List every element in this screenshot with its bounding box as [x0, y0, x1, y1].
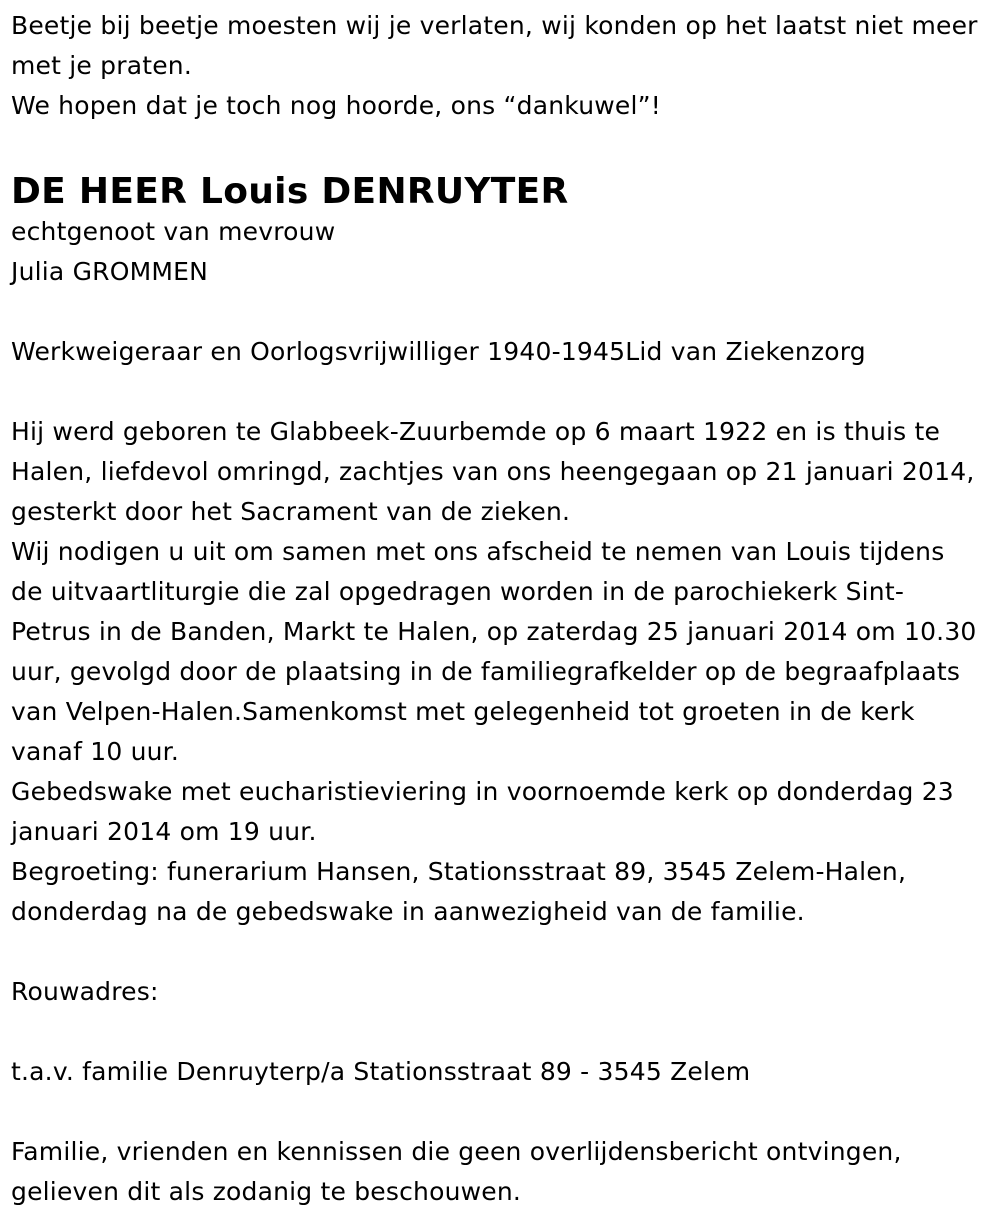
- spacer: [11, 932, 980, 972]
- spacer: [11, 126, 980, 166]
- intro-line-2: We hopen dat je toch nog hoorde, ons “dankuwel”!: [11, 91, 661, 120]
- spouse-line-1: echtgenoot van mevrouw: [11, 217, 336, 246]
- spacer: [11, 1092, 980, 1132]
- body-paragraph-greeting: Begroeting: funerarium Hansen, Stationsstraat 89, 3545 Zelem-Halen, donderdag na de gebedswake in aanwezigheid van de familie.: [11, 857, 907, 926]
- body-paragraph-funeral: Wij nodigen u uit om samen met ons afscheid te nemen van Louis tijdens de uitvaartliturgie die zal opgedragen worden in de parochiekerk Sint-Petrus in de Banden, Markt te Halen, op zaterdag 25 januari 2014 om 10.30 uur, gevolgd door de plaatsing in de familiegrafkelder op de begraafplaats van Velpen-Halen.Samenkomst met gelegenheid tot groeten in de kerk vanaf 10 uur.: [11, 537, 977, 766]
- intro-line-1: Beetje bij beetje moesten wij je verlaten, wij konden op het laatst niet meer met je praten.: [11, 11, 978, 80]
- body-paragraph-vigil: Gebedswake met eucharistieviering in voornoemde kerk op donderdag 23 januari 2014 om 19 uur.: [11, 777, 954, 846]
- spacer: [11, 372, 980, 412]
- description: Werkweigeraar en Oorlogsvrijwilliger 1940-1945Lid van Ziekenzorg: [11, 337, 866, 366]
- deceased-name: DE HEER Louis DENRUYTER: [11, 171, 569, 212]
- body-paragraph-birth-death: Hij werd geboren te Glabbeek-Zuurbemde op 6 maart 1922 en is thuis te Halen, liefdevol omringd, zachtjes van ons heengegaan op 21 januari 2014, gesterkt door het Sacrament van de zieken.: [11, 417, 975, 526]
- spouse-line-2: Julia GROMMEN: [11, 257, 209, 286]
- spacer: [11, 1012, 980, 1052]
- address-value: t.a.v. familie Denruyterp/a Stationsstraat 89 - 3545 Zelem: [11, 1057, 751, 1086]
- closing-note: Familie, vrienden en kennissen die geen overlijdensbericht ontvingen, gelieven dit als zodanig te beschouwen.: [11, 1137, 902, 1206]
- address-label: Rouwadres:: [11, 977, 159, 1006]
- spacer: [11, 292, 980, 332]
